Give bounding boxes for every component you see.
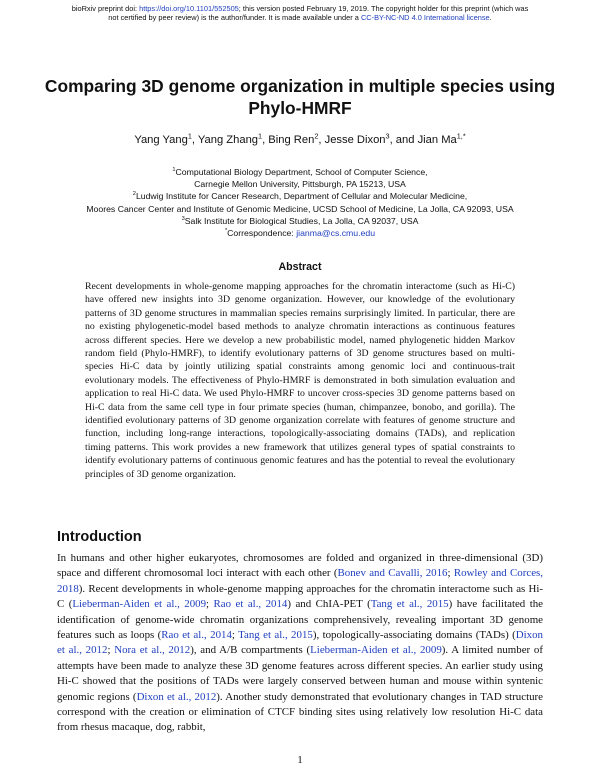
citation-link[interactable]: Bonev and Cavalli, 2016 [337, 567, 448, 580]
correspondence: *Correspondence: jianma@cs.cmu.edu [224, 228, 376, 239]
citation-link[interactable]: Lieberman-Aiden et al., 2009 [310, 644, 442, 657]
affiliation-3: $^3$Salk Institute for Biological Studies, La Jolla, CA 92037, USA [181, 215, 419, 226]
citation-link[interactable]: Rao et al., 2014 [213, 598, 288, 611]
affiliation-1: $^1$Computational Biology Department, School of Computer Science, [172, 167, 428, 177]
introduction-paragraph: In humans and other higher eukaryotes, chromosomes are folded and organized in three-dimensional (3D) space and different chromosomal loci interact with each other (Bonev and Cavalli, 2016; Rowley and Corces, 2018). Recent developments in whole-genome mapping approaches for the chromatin interactome such as Hi-C (Lieberman-Aiden et al., 2009; Rao et al., 2014) and ChIA-PET (Tang et al., 2015) have facilitated the identification of genome-wide chromatin organizations comprehensively, revealing important 3D genome features such as loops (Rao et al., 2014; Tang et al., 2015), topologically-associating domains (TADs) (Dixon et al., 2012; Nora et al., 2012), and A/B compartments (Lieberman-Aiden et al., 2009). A limited number of attempts have been made to analyze these 3D genome features across different species. An earlier study using Hi-C showed that the positions of TADs were largely conserved between human and mouse within syntenic genomic regions (Dixon et al., 2012). Another study demonstrated that evolutionary changes in TAD structure correspond with the creation or elimination of CTCF binding sites using relatively low resolution Hi-C data from rhesus macaque, dog, rabbit, [57, 552, 543, 734]
citation-link[interactable]: Tang et al., 2015 [370, 598, 449, 611]
preprint-notice [0, 4, 600, 23]
abstract-heading: Abstract [278, 261, 322, 273]
affiliations: $^1$Computational Biology Department, School of Computer Science, Carnegie Mellon University, Pittsburgh, PA 15213, USA $^2$Ludwig Institute for Cancer Research, Department of Cellular and Molecular Medicine, Moores Cancer Center and Institute of Genomic Medicine, UCSD School of Medicine, La Jolla, CA 92093, USA $^3$Salk Institute for Biological Studies, La Jolla, CA 92037, USA *Correspondence: jianma@cs.cmu.edu [30, 166, 570, 239]
abstract-text: Recent developments in whole-genome mapping approaches for the chromatin interactome (such as Hi-C) have offered new insights into 3D genome organization. However, our knowledge of the evolutionary patterns of 3D genome structures in mammalian species remains surprisingly limited. In particular, there are no existing phylogenetic-model based methods to analyze chromatin interactions as continuous features across different species. Here we develop a new probabilistic model, named phylogenetic hidden Markov random field (Phylo-HMRF), to identify evolutionary patterns of 3D genome structures based on multi-species Hi-C data by jointly utilizing spatial constraints among genomic loci and continuous-trait evolutionary models. The effectiveness of Phylo-HMRF is demonstrated in both simulation evaluation and application to real Hi-C data. We used Phylo-HMRF to uncover cross-species 3D genome patterns based on Hi-C data from the same cell type in four primate species (human, chimpanzee, bonobo, and gorilla). The identified evolutionary patterns of 3D genome organization correlate with features of genome structure and function, including long-range interactions, topologically-associating domains (TADs), and replication timing patterns. This work provides a new framework that utilizes general types of spatial constraints to identify evolutionary patterns of continuous genomic features and has the potential to reveal the evolutionary principles of 3D genome organization. [85, 281, 515, 480]
citation-link[interactable]: Rowley and Corces, 2018 [57, 567, 543, 595]
author: Bing Ren$^2$ [268, 131, 319, 146]
doi-link[interactable]: https://doi.org/10.1101/552505 [139, 4, 239, 13]
notice-line-1: bioRxiv preprint doi: https://doi.org/10.1101/552505; this version posted February 19, 2019. The copyright holder for this preprint (which was [71, 4, 529, 13]
citation-link[interactable]: Dixon et al., 2012 [136, 690, 217, 703]
citation-link[interactable]: Tang et al., 2015 [238, 629, 313, 642]
notice-line-2: not certified by peer review) is the author/funder. It is made available under a CC-BY-NC-ND 4.0 International license. [108, 13, 492, 23]
email-link[interactable]: jianma@cs.cmu.edu [296, 228, 376, 239]
citation-link[interactable]: Nora et al., 2012 [114, 644, 191, 657]
affiliation-2: $^2$Ludwig Institute for Cancer Research, Department of Cellular and Molecular Medicine, [132, 191, 468, 202]
license-link[interactable]: CC-BY-NC-ND 4.0 International license [360, 13, 490, 23]
author: Jian $Ma^{1,*}$ [417, 131, 466, 146]
author: Jesse Dixon$^3$ [324, 131, 390, 146]
author: Yang Yang$^1$ [134, 131, 192, 146]
citation-link[interactable]: Rao et al., 2014 [161, 629, 232, 642]
citation-link[interactable]: Dixon et al., 2012 [57, 629, 543, 657]
paper-title: Comparing 3D genome organization in multiple species using Phylo-HMRF [44, 76, 556, 118]
introduction-heading: Introduction [57, 529, 142, 545]
page-number: 1 [297, 754, 303, 766]
author-list: Yang Yang$^1$, Yang Zhang$^1$, Bing Ren$^2$, Jesse Dixon$^3$, and Jian $Ma^{1,*}$ [134, 131, 466, 146]
citation-link[interactable]: Lieberman-Aiden et al., 2009 [72, 598, 207, 611]
author: Yang Zhang$^1$ [197, 131, 263, 146]
